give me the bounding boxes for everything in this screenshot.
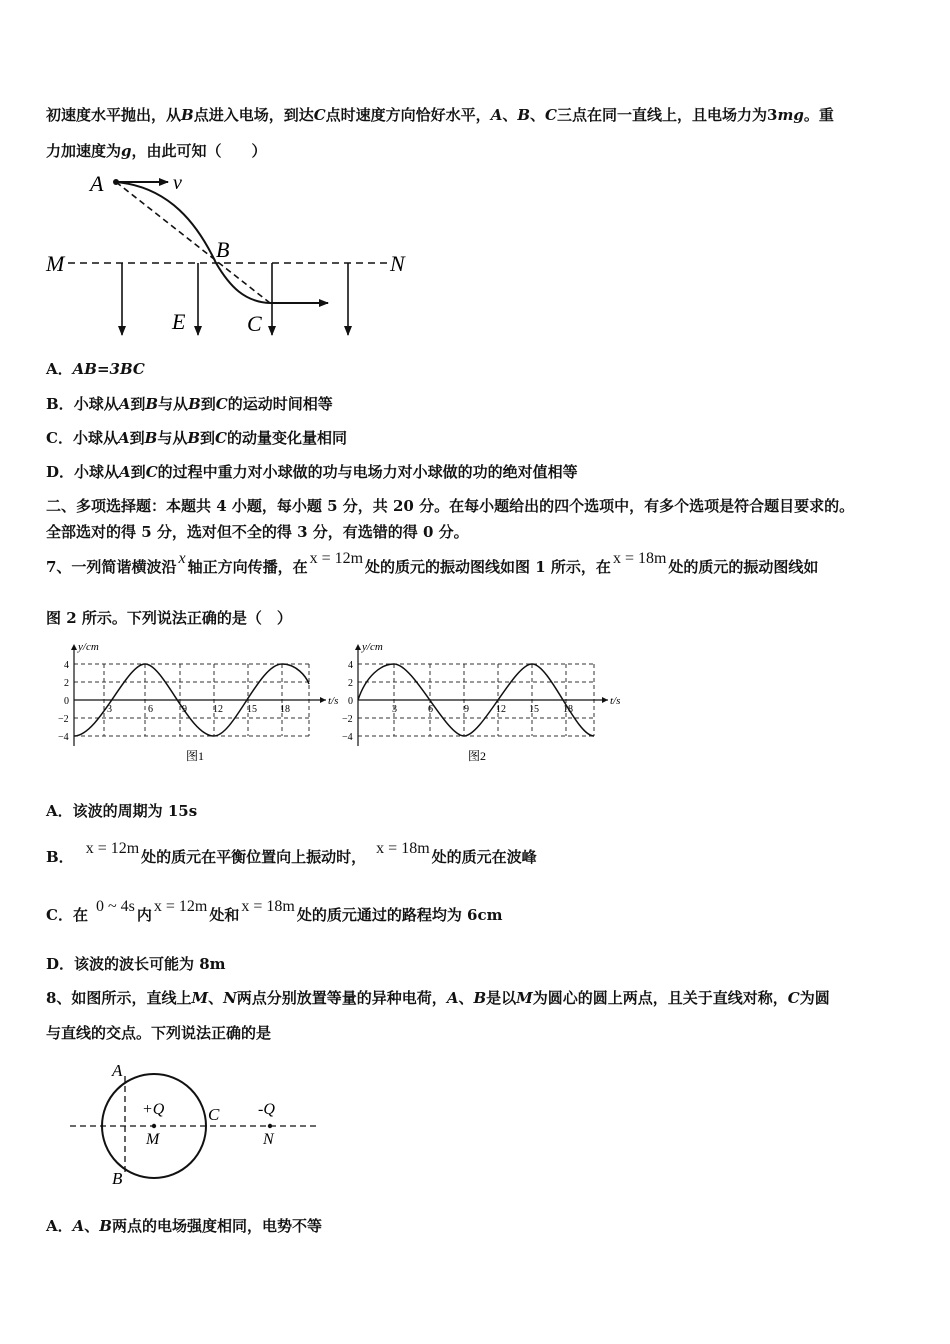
svg-text:2: 2	[348, 678, 353, 689]
label-a: A	[90, 171, 104, 196]
label-a: A	[112, 1061, 123, 1080]
svg-text:4: 4	[348, 660, 353, 671]
svg-text:−4: −4	[342, 732, 353, 743]
label-b: B	[216, 237, 230, 262]
label-e: E	[172, 309, 186, 334]
svg-text:9: 9	[182, 704, 187, 715]
y-tick-labels	[58, 660, 69, 743]
svg-text:12: 12	[213, 704, 223, 715]
y-axis-arrow	[71, 644, 77, 650]
q6-projectile-figure	[40, 165, 420, 350]
svg-text:18: 18	[563, 704, 573, 715]
label-c: C	[247, 311, 262, 336]
q7-graph-1	[44, 636, 344, 766]
label-m: M	[46, 251, 65, 276]
fig2-caption: 图2	[468, 749, 487, 763]
svg-text:6: 6	[148, 704, 153, 715]
q7-option-a: A．该波的周期为 15s	[46, 802, 198, 820]
q7-graph-2	[336, 636, 636, 766]
q8-stem-line2: 与直线的交点。下列说法正确的是	[46, 1024, 272, 1042]
label-n: N	[263, 1131, 274, 1148]
q7-stem-line1: 7、一列简谐横波沿 x 轴正方向传播，在 x = 12m 处的质元的振动图线如图 1 所示，在 x = 18m 处的质元的振动图线如	[46, 550, 819, 576]
t-tick-labels	[107, 704, 290, 715]
q7-option-d: D．该波的波长可能为 8m	[46, 955, 226, 973]
q6-option-d: D．小球从A到C的过程中重力对小球做的功与电场力对小球做的功的绝对值相等	[46, 463, 578, 481]
y-axis-arrow	[355, 644, 361, 650]
point-n	[268, 1124, 272, 1128]
svg-text:6: 6	[428, 704, 433, 715]
trajectory-curve	[116, 182, 270, 303]
q6-option-c: C．小球从A到B与从B到C的动量变化量相同	[46, 429, 347, 447]
label-minus-q: -Q	[258, 1101, 275, 1118]
label-m: M	[146, 1131, 160, 1148]
svg-text:18: 18	[280, 704, 290, 715]
y-axis-label: y/cm	[362, 641, 383, 653]
q6-stem-line1: 初速度水平抛出，从B点进入电场，到达C点时速度方向恰好水平，A、B、C三点在同一直线上，且电场力为3mg。重	[46, 106, 834, 124]
q8-charges-figure	[62, 1058, 332, 1193]
svg-text:9: 9	[464, 704, 469, 715]
q6-stem-line2: 力加速度为g，由此可知（ ）	[46, 142, 267, 160]
svg-text:−4: −4	[58, 732, 69, 743]
svg-text:12: 12	[496, 704, 506, 715]
section2-heading-line2: 全部选对的得 5 分，选对但不全的得 3 分，有选错的得 0 分。	[46, 523, 469, 541]
label-n: N	[390, 251, 405, 276]
t-tick-labels	[392, 704, 573, 715]
t-axis-arrow	[320, 697, 326, 703]
q8-option-a: A．A、B两点的电场强度相同，电势不等	[46, 1217, 322, 1235]
point-a	[113, 179, 119, 185]
t-axis-arrow	[602, 697, 608, 703]
svg-text:15: 15	[247, 704, 257, 715]
svg-text:15: 15	[529, 704, 539, 715]
section2-heading-line1: 二、多项选择题：本题共 4 小题，每小题 5 分，共 20 分。在每小题给出的四个选项中，有多个选项是符合题目要求的。	[46, 497, 855, 515]
svg-text:3: 3	[107, 704, 112, 715]
point-m	[152, 1124, 156, 1128]
q6-option-b: B．小球从A到B与从B到C的运动时间相等	[46, 395, 333, 413]
t-axis-label: t/s	[328, 695, 339, 707]
t-axis-label: t/s	[610, 695, 621, 707]
y-axis-label: y/cm	[78, 641, 99, 653]
q7-option-c: C．在 0 ~ 4s 内 x = 12m 处和 x = 18m 处的质元通过的路程均为 6cm	[46, 898, 503, 924]
svg-text:−2: −2	[58, 714, 69, 725]
svg-text:−2: −2	[342, 714, 353, 725]
ac-straight-line	[116, 182, 270, 303]
y-tick-labels	[342, 660, 353, 743]
fig1-caption: 图1	[186, 749, 205, 763]
q7-option-b: B． x = 12m 处的质元在平衡位置向上振动时， x = 18m 处的质元在波峰	[46, 840, 537, 866]
label-v: v	[173, 172, 182, 194]
q8-stem-line1: 8、如图所示，直线上M、N两点分别放置等量的异种电荷，A、B是以M为圆心的圆上两点，且关于直线对称，C为圆	[46, 989, 830, 1007]
svg-text:4: 4	[64, 660, 69, 671]
label-b: B	[112, 1169, 123, 1188]
svg-text:2: 2	[64, 678, 69, 689]
q6-option-a: A．AB=3BC	[46, 360, 145, 378]
label-plus-q: +Q	[142, 1101, 165, 1118]
svg-text:3: 3	[392, 704, 397, 715]
q7-stem-line2: 图 2 所示。下列说法正确的是（ ）	[46, 609, 292, 627]
svg-text:0: 0	[348, 696, 353, 707]
svg-text:0: 0	[64, 696, 69, 707]
label-c: C	[208, 1105, 220, 1124]
